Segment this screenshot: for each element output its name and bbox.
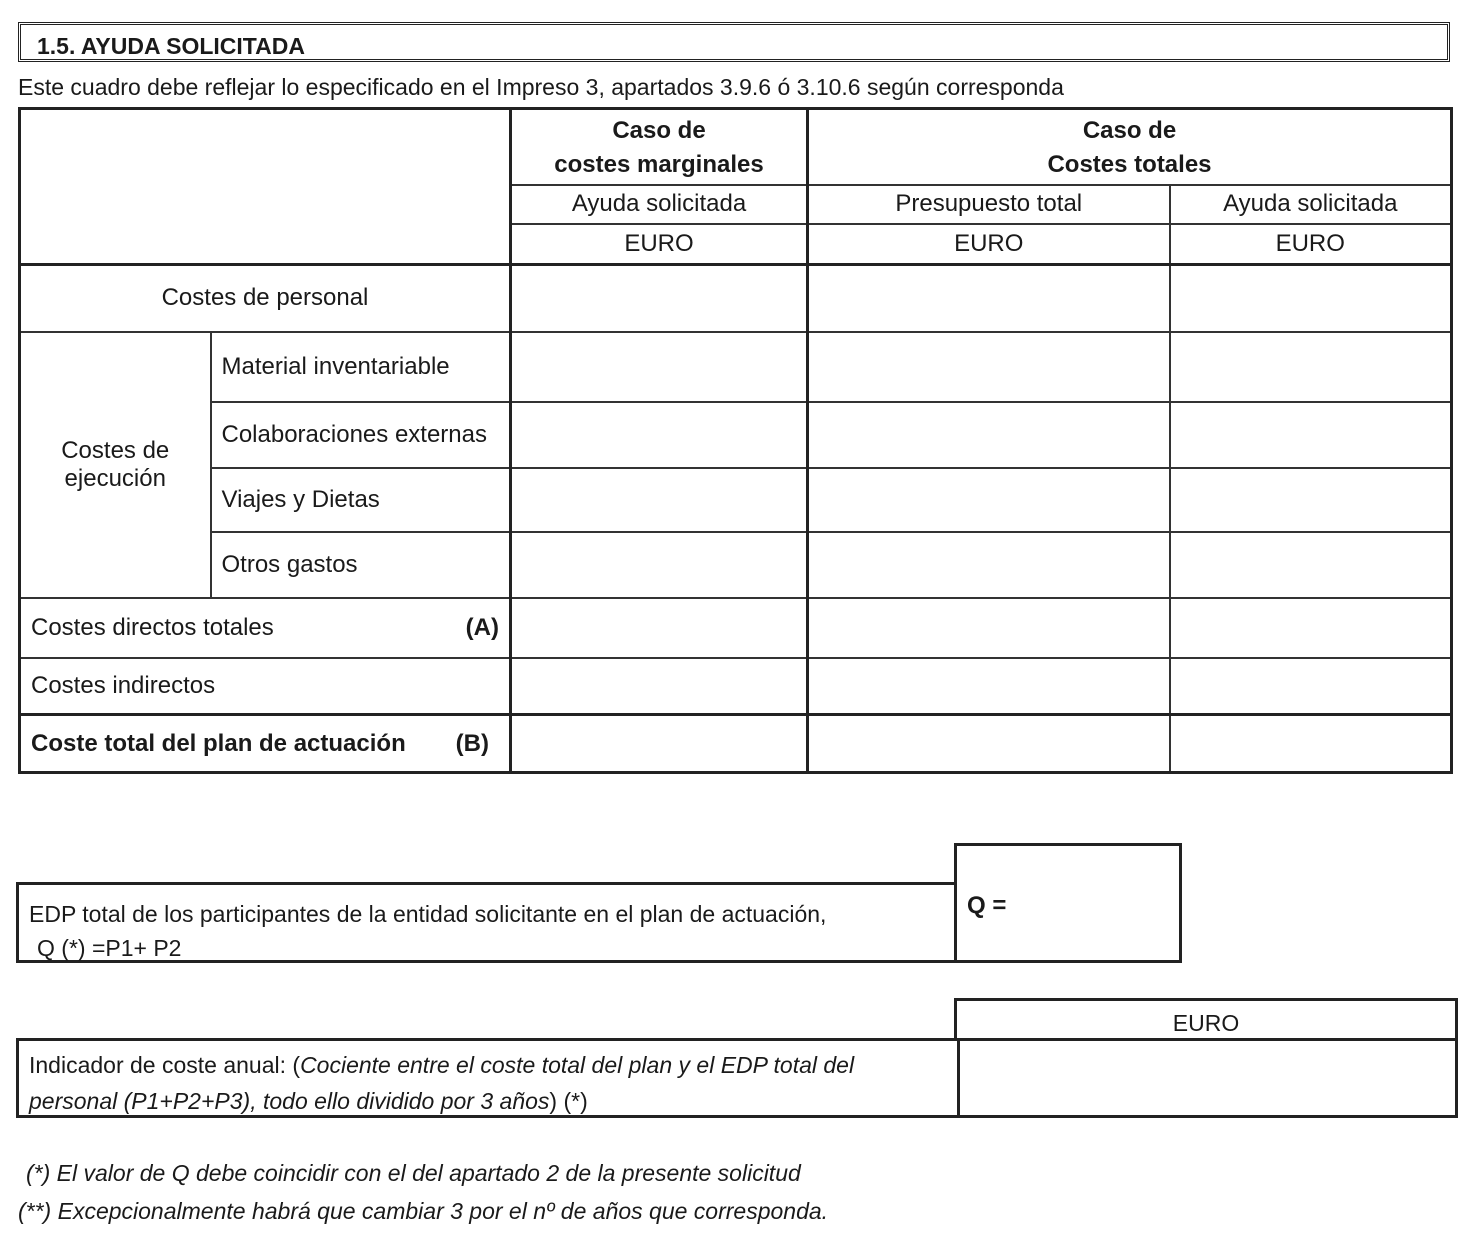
unit-ayuda-total: EURO [1170,224,1452,265]
row-costes-indirectos: Costes indirectos [20,658,511,715]
intro-text: Este cuadro debe reflejar lo especificado en el Impreso 3, apartados 3.9.6 ó 3.10.6 según corresponda [18,74,1064,100]
header-marginal [511,109,808,185]
header-totales-line2: Costes totales [1047,150,1212,178]
costes-directos-label: Costes directos totales [31,613,274,641]
cell-input[interactable] [808,402,1170,468]
edp-line2: Q (*) =P1+ P2 [37,935,182,961]
cell-input[interactable] [511,532,808,598]
header-totales [808,109,1452,185]
cell-input[interactable] [1170,715,1452,773]
section-title: 1.5. AYUDA SOLICITADA [37,33,305,59]
cell-input[interactable] [808,532,1170,598]
indicador-prefix: Indicador de coste anual: ( [29,1052,301,1078]
edp-line1: EDP total de los participantes de la entidad solicitante en el plan de actuación, [29,901,827,927]
costes-ejecucion-line2: ejecución [64,464,166,492]
row-costes-personal: Costes de personal [20,265,511,332]
section-title-box [18,22,1450,62]
cell-input[interactable] [1170,468,1452,532]
edp-text [29,897,826,965]
cell-input[interactable] [1170,332,1452,402]
cell-input[interactable] [511,332,808,402]
col-presupuesto-total: Presupuesto total [808,185,1170,224]
indicador-italic1: Cociente entre el coste total del plan y el EDP total del [300,1052,855,1078]
budget-table [18,107,1453,774]
cell-input[interactable] [808,715,1170,773]
header-totales-line1: Caso de [1082,116,1177,144]
costes-directos-tag: (A) [465,613,499,641]
cell-input[interactable] [511,468,808,532]
indicador-value-input[interactable] [957,1041,1458,1115]
coste-total-label: Coste total del plan de actuación [31,729,406,757]
row-costes-directos [20,598,511,658]
indicador-text [29,1047,949,1119]
cell-input[interactable] [1170,402,1452,468]
indicador-italic2: personal (P1+P2+P3), todo ello dividido por 3 años [29,1088,550,1114]
indicador-unit: EURO [954,998,1458,1040]
cell-input[interactable] [808,468,1170,532]
row-colaboraciones: Colaboraciones externas [211,402,511,468]
cell-input[interactable] [1170,532,1452,598]
indicador-suffix: ) (*) [549,1088,588,1114]
cell-input[interactable] [511,658,808,715]
unit-presupuesto: EURO [808,224,1170,265]
header-empty-cell [20,109,511,265]
cell-input[interactable] [511,265,808,332]
header-marginal-line2: costes marginales [554,150,764,178]
header-marginal-line1: Caso de [612,116,706,144]
q-input-box[interactable] [954,843,1182,963]
cell-input[interactable] [808,598,1170,658]
row-otros: Otros gastos [211,532,511,598]
footnote-2: (**) Excepcionalmente habrá que cambiar 3 por el nº de años que corresponda. [18,1198,829,1224]
col-ayuda-marginal: Ayuda solicitada [511,185,808,224]
cell-input[interactable] [1170,598,1452,658]
cell-input[interactable] [808,332,1170,402]
row-viajes: Viajes y Dietas [211,468,511,532]
col-ayuda-total: Ayuda solicitada [1170,185,1452,224]
row-material: Material inventariable [211,332,511,402]
edp-row [16,882,957,963]
cell-input[interactable] [808,265,1170,332]
cell-input[interactable] [511,402,808,468]
coste-total-tag: (B) [455,729,489,757]
cell-input[interactable] [808,658,1170,715]
unit-marginal: EURO [511,224,808,265]
indicador-row [16,1038,1458,1118]
cell-input[interactable] [1170,658,1452,715]
footnote-1: (*) El valor de Q debe coincidir con el del apartado 2 de la presente solicitud [26,1160,801,1186]
cell-input[interactable] [1170,265,1452,332]
cell-input[interactable] [511,715,808,773]
cell-input[interactable] [511,598,808,658]
costes-ejecucion-line1: Costes de [61,436,170,464]
row-coste-total [20,715,511,773]
row-group-costes-ejecucion [20,332,211,598]
q-label: Q = [967,892,1007,919]
